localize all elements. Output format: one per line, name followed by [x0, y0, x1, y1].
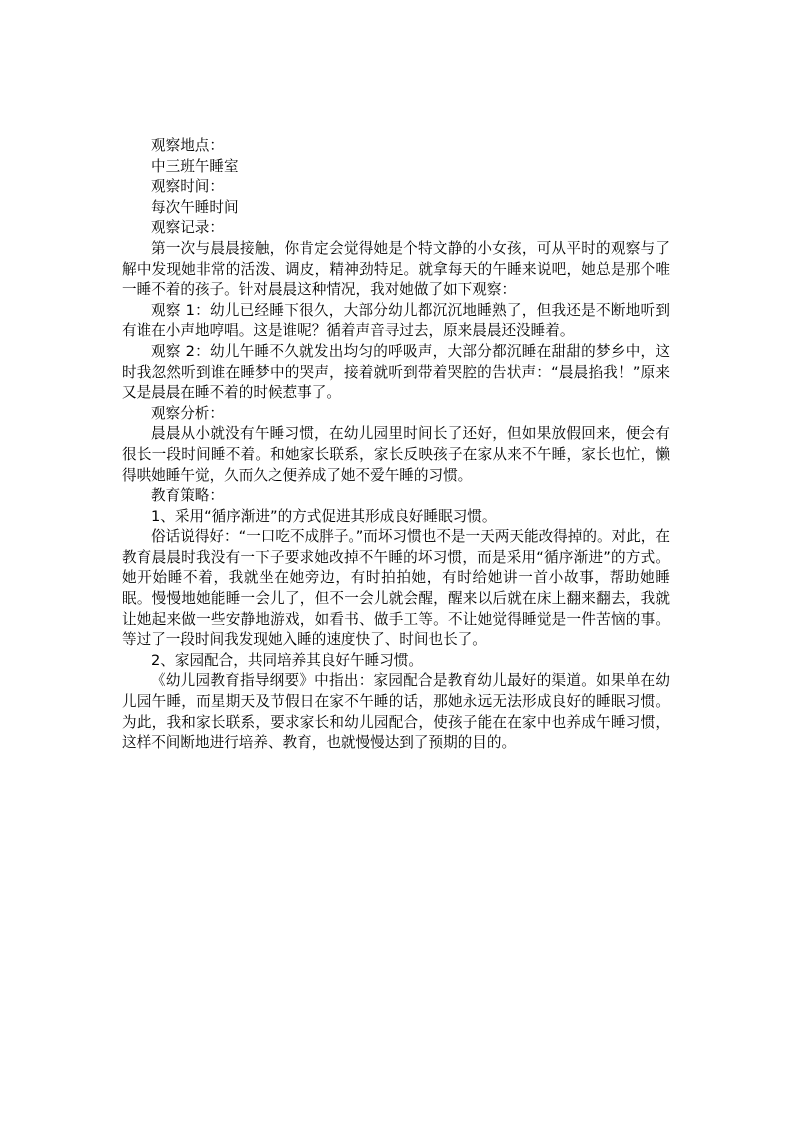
- paragraph-observation-1: 观察 1：幼儿已经睡下很久，大部分幼儿都沉沉地睡熟了，但我还是不断地听到有谁在小声地哼唱。这是谁呢？循着声音寻过去，原来晨晨还没睡着。: [122, 301, 670, 340]
- paragraph-strategy-1-body: 俗话说得好：“一口吃不成胖子。”而坏习惯也不是一天两天能改得掉的。对此，在教育晨晨时我没有一下子要求她改掉不午睡的坏习惯，而是采用“循序渐进”的方式。她开始睡不着，我就坐在她旁边，有时拍拍她，有时给她讲一首小故事，帮助她睡眠。慢慢地她能睡一会儿了，但不一会儿就会醒，醒来以后就在床上翻来翻去，我就让她起来做一些安静地游戏，如看书、做手工等。不让她觉得睡觉是一件苦恼的事。等过了一段时间我发现她入睡的速度快了、时间也长了。: [122, 528, 670, 649]
- document-body: [122, 136, 670, 754]
- paragraph-first-contact: 第一次与晨晨接触，你肯定会觉得她是个特文静的小女孩，可从平时的观察与了解中发现她非常的活泼、调皮，精神劲特足。就拿每天的午睡来说吧，她总是那个唯一睡不着的孩子。针对晨晨这种情况，我对她做了如下观察：: [122, 239, 670, 299]
- paragraph-strategy-2-heading: 2、家园配合，共同培养其良好午睡习惯。: [151, 651, 423, 669]
- paragraph-observation-place-label: 观察地点：: [151, 137, 224, 154]
- paragraph-strategy-label: 教育策略：: [151, 487, 224, 505]
- paragraph-observation-2: 观察 2：幼儿午睡不久就发出均匀的呼吸声，大部分都沉睡在甜甜的梦乡中，这时我忽然听到谁在睡梦中的哭声，接着就听到带着哭腔的告状声：“晨晨掐我！”原来又是晨晨在睡不着的时候惹事了。: [122, 342, 670, 402]
- paragraph-observation-time: 每次午睡时间: [151, 198, 239, 216]
- paragraph-observation-place: 中三班午睡室: [151, 157, 239, 175]
- paragraph-strategy-1-heading: 1、采用“循序渐进”的方式促进其形成良好睡眠习惯。: [151, 507, 497, 525]
- paragraph-analysis-label: 观察分析：: [151, 404, 224, 422]
- paragraph-observation-record-label: 观察记录：: [151, 219, 224, 237]
- paragraph-strategy-2-body: 《幼儿园教育指导纲要》中指出：家园配合是教育幼儿最好的渠道。如果单在幼儿园午睡，而星期天及节假日在家不午睡的话，那她永远无法形成良好的睡眠习惯。为此，我和家长联系，要求家长和幼儿园配合，使孩子能在在家中也养成午睡习惯，这样不间断地进行培养、教育，也就慢慢达到了预期的目的。: [122, 672, 670, 752]
- paragraph-observation-time-label: 观察时间：: [151, 178, 224, 196]
- paragraph-analysis: 晨晨从小就没有午睡习惯，在幼儿园里时间长了还好，但如果放假回来，便会有很长一段时间睡不着。和她家长联系，家长反映孩子在家从来不午睡，家长也忙，懒得哄她睡午觉，久而久之便养成了她不爱午睡的习惯。: [122, 425, 670, 484]
